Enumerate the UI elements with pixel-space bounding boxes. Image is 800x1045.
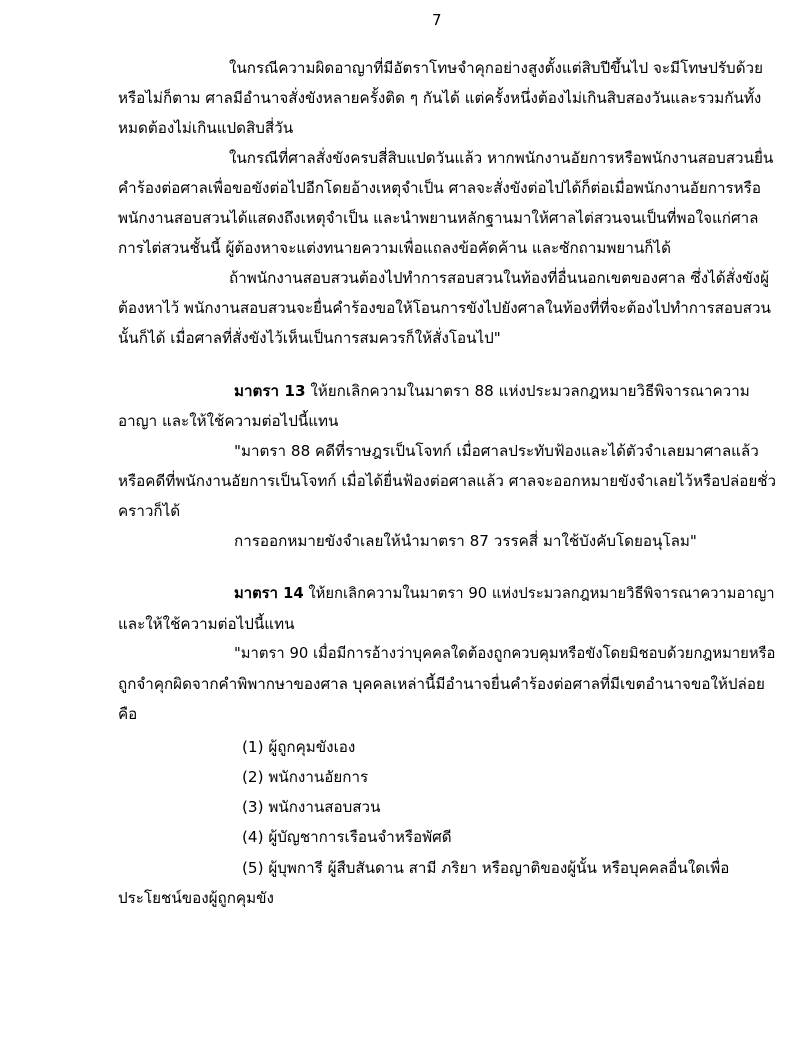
list-item: (2) พนักงานอัยการ xyxy=(242,768,369,786)
text-line: การไต่สวนชั้นนี้ ผู้ต้องหาจะแต่งทนายความเพื่อแถลงข้อคัดค้าน และซักถามพยานก็ได้ xyxy=(118,239,671,257)
text-line: ถูกจำคุกผิดจากคำพิพากษาของศาล บุคคลเหล่านี้มีอำนาจยื่นคำร้องต่อศาลที่มีเขตอำนาจขอให้ปล่อย xyxy=(118,675,765,693)
section-14-text: ให้ยกเลิกความในมาตรา 90 แห่งประมวลกฎหมายวิธีพิจารณาความอาญา xyxy=(308,585,775,602)
text-line: ในกรณีที่ศาลสั่งขังครบสี่สิบแปดวันแล้ว หากพนักงานอัยการหรือพนักงานสอบสวนยื่น xyxy=(229,149,774,167)
section-13-line xyxy=(234,381,750,401)
list-item: (4) ผู้บัญชาการเรือนจำหรือพัศดี xyxy=(242,828,452,846)
text-line: หมดต้องไม่เกินแปดสิบสี่วัน xyxy=(118,119,294,137)
section-14-line xyxy=(234,584,775,604)
text-line: "มาตรา 90 เมื่อมีการอ้างว่าบุคคลใดต้องถูกควบคุมหรือขังโดยมิชอบด้วยกฎหมายหรือ xyxy=(234,645,776,662)
text-line: ประโยชน์ของผู้ถูกคุมขัง xyxy=(118,889,274,907)
text-line: ต้องหาไว้ พนักงานสอบสวนจะยื่นคำร้องขอให้โอนการขังไปยังศาลในท้องที่ที่จะต้องไปทำการสอบสวน xyxy=(118,299,771,317)
text-line: อาญา และให้ใช้ความต่อไปนี้แทน xyxy=(118,412,339,430)
text-line: และให้ใช้ความต่อไปนี้แทน xyxy=(118,615,295,633)
text-line: "มาตรา 88 คดีที่ราษฎรเป็นโจทก์ เมื่อศาลประทับฟ้องและได้ตัวจำเลยมาศาลแล้ว xyxy=(234,442,759,460)
list-item: (1) ผู้ถูกคุมขังเอง xyxy=(242,738,356,756)
section-13-heading: มาตรา 13 xyxy=(234,382,306,400)
text-line: คือ xyxy=(118,705,138,723)
list-item: (3) พนักงานสอบสวน xyxy=(242,798,381,816)
text-line: นั้นก็ได้ เมื่อศาลที่สั่งขังไว้เห็นเป็นการสมควรก็ให้สั่งโอนไป" xyxy=(118,329,501,347)
text-line: คำร้องต่อศาลเพื่อขอขังต่อไปอีกโดยอ้างเหตุจำเป็น ศาลจะสั่งขังต่อไปได้ก็ต่อเมื่อพนักงานอัยการหรือ xyxy=(118,179,761,197)
text-line: หรือไม่ก็ตาม ศาลมีอำนาจสั่งขังหลายครั้งติด ๆ กันได้ แต่ครั้งหนึ่งต้องไม่เกินสิบสองวันและรวมกันทั้ง xyxy=(118,89,762,107)
list-item: (5) ผู้บุพการี ผู้สืบสันดาน สามี ภริยา หรือญาติของผู้นั้น หรือบุคคลอื่นใดเพื่อ xyxy=(242,859,730,877)
section-13-text: ให้ยกเลิกความในมาตรา 88 แห่งประมวลกฎหมายวิธีพิจารณาความ xyxy=(310,382,750,400)
text-line: การออกหมายขังจำเลยให้นำมาตรา 87 วรรคสี่ มาใช้บังคับโดยอนุโลม" xyxy=(234,532,697,550)
page-number: 7 xyxy=(432,11,442,29)
text-line: ถ้าพนักงานสอบสวนต้องไปทำการสอบสวนในท้องที่อื่นนอกเขตของศาล ซึ่งได้สั่งขังผู้ xyxy=(229,269,769,287)
text-line: ในกรณีความผิดอาญาที่มีอัตราโทษจำคุกอย่างสูงตั้งแต่สิบปีขึ้นไป จะมีโทษปรับด้วย xyxy=(229,59,763,77)
text-line: คราวก็ได้ xyxy=(118,502,181,520)
section-14-heading: มาตรา 14 xyxy=(234,585,304,602)
text-line: หรือคดีที่พนักงานอัยการเป็นโจทก์ เมื่อได้ยื่นฟ้องต่อศาลแล้ว ศาลจะออกหมายขังจำเลยไว้หรือปล่อยชั่ว xyxy=(118,472,777,490)
text-line: พนักงานสอบสวนได้แสดงถึงเหตุจำเป็น และนำพยานหลักฐานมาให้ศาลไต่สวนจนเป็นที่พอใจแก่ศาล xyxy=(118,209,759,227)
